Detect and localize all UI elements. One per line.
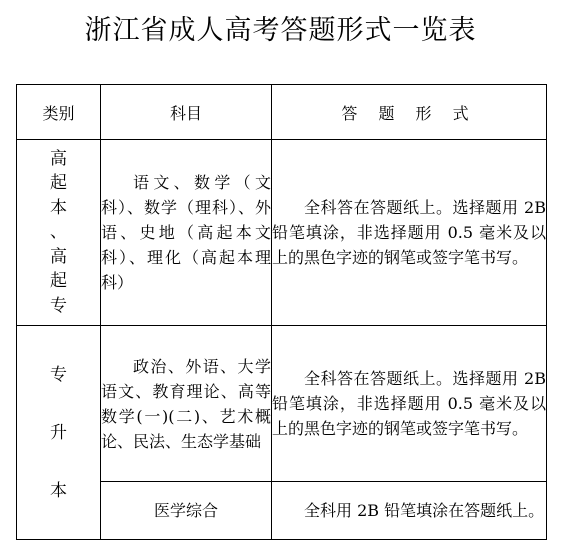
category-char: 、: [50, 222, 67, 243]
category-cell: [17, 140, 101, 326]
table-header-row: [17, 85, 547, 140]
category-char: 高: [50, 148, 67, 169]
subjects-cell: 语文、数学（文科）、数学（理科）、外语、史地（高起本文科）、理化（高起本理科）: [101, 140, 272, 326]
category-char: 起: [50, 271, 67, 292]
category-char: 高: [50, 246, 67, 267]
table-row: [17, 326, 547, 482]
category-char: 本: [50, 197, 67, 218]
header-category: 类别: [17, 85, 101, 140]
category-char: 升: [50, 422, 67, 443]
header-subject: 科目: [101, 85, 272, 140]
table-row: [17, 140, 547, 326]
header-format: 答 题 形 式: [272, 85, 547, 140]
category-char: 本: [50, 480, 67, 501]
category-char: 专: [50, 295, 67, 316]
category-label-vertical: [17, 147, 100, 319]
subjects-cell: 政治、外语、大学语文、教育理论、高等数学(一)(二)、艺术概论、民法、生态学基础: [101, 326, 272, 482]
page-title: 浙江省成人高考答题形式一览表: [84, 15, 477, 46]
format-cell: 全科答在答题纸上。选择题用 2B 铅笔填涂，非选择题用 0.5 毫米及以上的黑色字迹的钢笔或签字笔书写。: [272, 326, 547, 482]
exam-format-table: [16, 84, 547, 540]
category-cell: [17, 326, 101, 540]
format-cell: 全科答在答题纸上。选择题用 2B 铅笔填涂，非选择题用 0.5 毫米及以上的黑色字迹的钢笔或签字笔书写。: [272, 140, 547, 326]
category-label-vertical: [17, 346, 100, 520]
category-char: 专: [50, 364, 67, 385]
format-cell: 全科用 2B 铅笔填涂在答题纸上。: [272, 482, 547, 540]
category-char: 起: [50, 173, 67, 194]
subjects-cell: 医学综合: [101, 482, 272, 540]
